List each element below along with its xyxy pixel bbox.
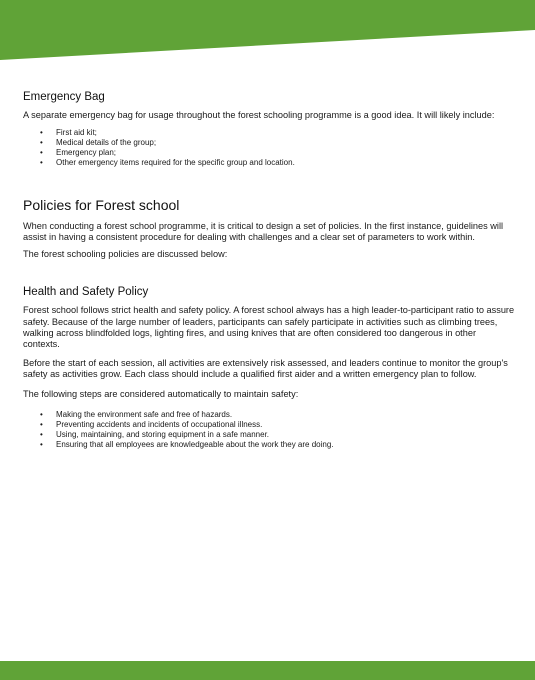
header-green-band bbox=[0, 0, 535, 60]
list-item: • Making the environment safe and free of hazards. bbox=[56, 410, 515, 420]
safety-steps-list bbox=[23, 410, 515, 450]
footer-green-band bbox=[0, 661, 535, 680]
policies-paragraph-1: When conducting a forest school programme, it is critical to design a set of policies. In the first instance, guidelines will assist in having a consistent procedure for dealing with challenges and a clear set of parameters to work within. bbox=[23, 220, 504, 243]
list-item: • First aid kit; bbox=[56, 128, 515, 138]
document-body bbox=[23, 91, 515, 449]
emergency-bag-list bbox=[23, 128, 515, 168]
list-item: • Using, maintaining, and storing equipment in a safe manner. bbox=[56, 430, 515, 440]
health-safety-section bbox=[23, 286, 515, 449]
health-safety-paragraph-3: The following steps are considered automatically to maintain safety: bbox=[23, 388, 299, 399]
emergency-bag-heading: Emergency Bag bbox=[23, 91, 105, 103]
policies-heading: Policies for Forest school bbox=[23, 196, 180, 213]
list-item: • Preventing accidents and incidents of occupational illness. bbox=[56, 420, 515, 430]
health-safety-heading: Health and Safety Policy bbox=[23, 286, 149, 299]
health-safety-paragraph-2: Before the start of each session, all activities are extensively risk assessed, and leaders continue to monitor the group's safety as activities grow. Each class should include a qualified first aider and a written emergency plan to follow. bbox=[23, 358, 508, 380]
health-safety-paragraph-1: Forest school follows strict health and safety policy. A forest school always has a high leader-to-participant ratio to assure safety. Because of the large number of leaders, participants can safely participate in activities such as climbing trees, walking across blindfolded logs, lighting fires, and using knives that are often considered too dangerous in other contexts. bbox=[23, 305, 515, 350]
list-item: • Medical details of the group; bbox=[56, 138, 515, 148]
list-item: • Other emergency items required for the specific group and location. bbox=[56, 158, 515, 168]
list-item: • Ensuring that all employees are knowledgeable about the work they are doing. bbox=[56, 440, 515, 450]
emergency-bag-section bbox=[23, 91, 515, 168]
list-item: • Emergency plan; bbox=[56, 148, 515, 158]
policies-section bbox=[23, 197, 515, 261]
policies-paragraph-2: The forest schooling policies are discussed below: bbox=[23, 249, 228, 260]
emergency-bag-intro: A separate emergency bag for usage throughout the forest schooling programme is a good idea. It will likely include: bbox=[23, 110, 495, 120]
